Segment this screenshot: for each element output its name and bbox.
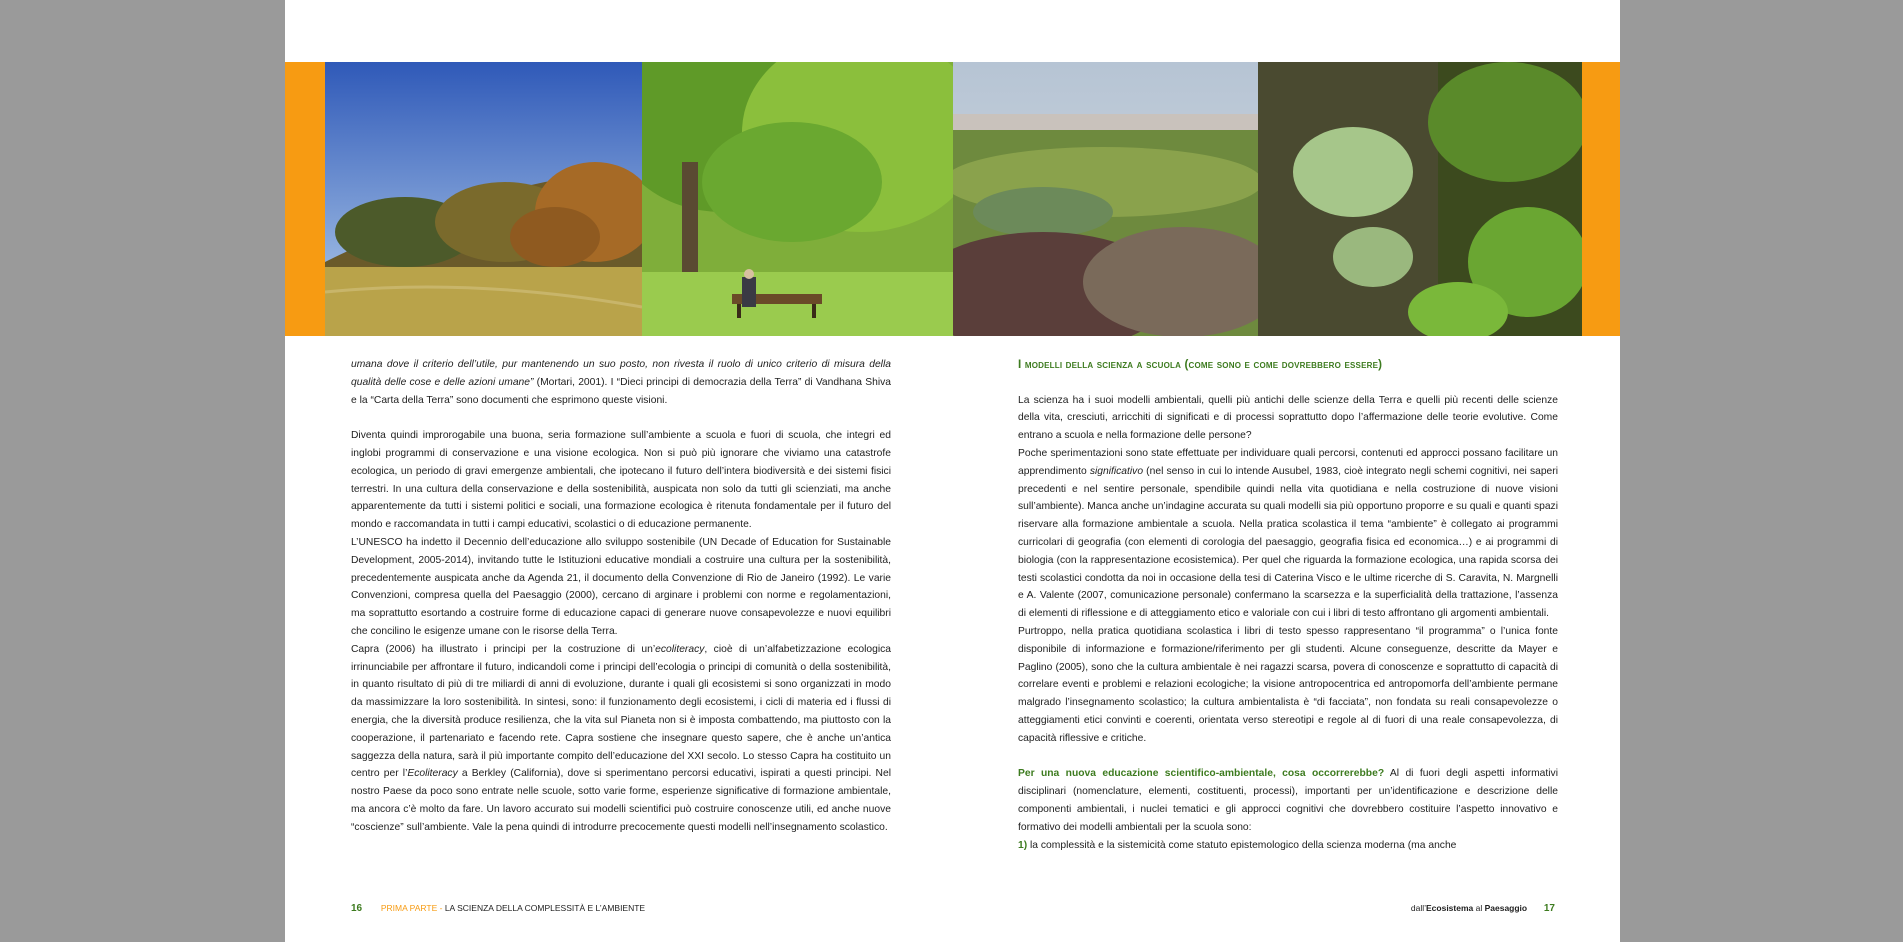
body-text: (nel senso in cui lo intende Ausubel, 1983, cioè integrato negli schemi cognitivi, nei saperi precedenti e nel sentire personale, spendibile quindi nella vita quotidiana e nella costruzione di nuove visioni sull’ambiente). Manca anche un’indagine accurata su quali modelli sia più opportuno proporre e su quali e quanti spazi riservare alla formazione ambientale a scuola. Nella pratica scolastica il tema “ambiente” è collegato ai programmi curricolari di geografia (con elementi di corologia del paesaggio, geografia fisica ed economica…) e ai programmi di biologia (con la rappresentazione ecosistemica). Per quel che riguarda la formazione ecologica, una rapida scorsa dei testi scolastici condotta da noi in occasione della tesi di Caterina Visco e le ultime ricerche di S. Caravita, N. Margnelli e A. Valente (2007, comunicazione personale) confermano la scarsezza e la superficialità della trattazione, l’assenza di elementi di riflessione e di atteggiamento etico e valoriale con cui i libri di testo affrontano gli argomenti ambientali. bbox=[1018, 465, 1558, 620]
body-text: a Berkley (California), dove si sperimentano percorsi educativi, ispirati a questi principi. Nel nostro Paese da poco sono entrate nelle scuole, sotto varie forme, esperienze significative di formazione ambientale, ma ancora c’è molto da fare. Un lavoro accurato sui modelli scientifici può costruire conoscenze utili, ed anche nuove “coscienze” sull’ambiente. Vale la pena quindi di introdurre precocemente questi modelli nell’insegnamento scolastico. bbox=[351, 768, 891, 833]
body-text: , cioè di un’alfabetizzazione ecologica irrinunciabile per affrontare il futuro, indicandoli come i principi dell’ecologia o principi di comunità o della sostenibilità, in quanto risultato di più di tre miliardi di anni di evoluzione, durante i quali gli ecosistemi si sono organizzati in modo da massimizzare la loro sostenibilità. In sintesi, sono: il funzionamento degli ecosistemi, i cicli di materia ed i flussi di energia, che la diversità produce resilienza, che la vita sul Pianeta non si è imposta combattendo, ma piuttosto con la cooperazione, il partenariato e facendo rete. Capra sostiene che insegnare questo sapere, che è anche un’antica saggezza della natura, sarà il più importante compito dell’educazione del XXI secolo. Lo stesso Capra ha costituito un centro per l’ bbox=[351, 643, 891, 780]
orange-band-left bbox=[285, 62, 325, 336]
valley-photo bbox=[953, 62, 1258, 336]
running-title-ecosistema: Ecosistema bbox=[1426, 903, 1474, 913]
running-title-prefix: dall’ bbox=[1410, 903, 1426, 913]
section-heading: I modelli della scienza a scuola (come sono e come dovrebbero essere) bbox=[1018, 358, 1383, 371]
italic-text: Ecoliteracy bbox=[407, 768, 458, 780]
body-text: Diventa quindi improrogabile una buona, seria formazione sull’ambiente a scuola e fuori di scuola, che integri ed inglobi programmi di conservazione e una visione ecologica. Non si può più ignorare che viviamo una catastrofe ecologica, un periodo di gravi emergenze ambientali, che ipotecano il futuro dell’intera biodiversità e dei sistemi fisici terrestri. In una cultura della conservazione e della sostenibilità, auspicata non solo da tutti gli scienziati, ma anche apparentemente da tutti i sistemi politici e sociali, una formazione ecologica è ritenuta fondamentale per il futuro del mondo e raccomandata in tutti i campi educativi, scolastici o di educazione permanente. bbox=[351, 430, 891, 531]
paragraph bbox=[351, 534, 891, 641]
italic-text: significativo bbox=[1089, 465, 1144, 477]
book-spread bbox=[285, 0, 1620, 942]
left-page-footer bbox=[351, 903, 645, 914]
body-text: La scienza ha i suoi modelli ambientali, quelli più antichi delle scienze della Terra e quelli più recenti delle scienze della vita, cresciuti, arricchiti di significati e di processi soprattutto dopo l’affermazione delle teorie evolutive. Come entrano a scuola e nella formazione delle persone? bbox=[1018, 394, 1558, 442]
body-text: la complessità e la sistemicità come statuto epistemologico della scienza moderna (ma anche bbox=[1027, 839, 1457, 851]
right-page-footer bbox=[1411, 903, 1555, 914]
paragraph bbox=[351, 427, 891, 534]
photo-strip bbox=[285, 62, 1620, 336]
orange-band-right bbox=[1582, 62, 1620, 336]
italic-text: ecoliteracy bbox=[655, 643, 705, 655]
paragraph bbox=[1018, 623, 1558, 748]
left-page-text-column bbox=[351, 356, 891, 837]
italic-text: umana dove il criterio dell’utile, pur mantenendo un suo posto, non rivesta il ruolo di unico criterio di misura della qualità delle cose e delle azioni umane” bbox=[351, 359, 891, 388]
footer-separator: - bbox=[437, 903, 445, 913]
highlight-text: 1) bbox=[1018, 839, 1028, 851]
running-title-paesaggio: Paesaggio bbox=[1484, 903, 1528, 913]
running-title-mid: al bbox=[1473, 903, 1485, 913]
paragraph bbox=[351, 641, 891, 837]
park-bench-photo bbox=[642, 62, 953, 336]
section-label: PRIMA PARTE bbox=[380, 903, 438, 913]
paragraph bbox=[351, 356, 891, 409]
body-text: Capra (2006) ha illustrato i principi per la costruzione di un’ bbox=[351, 643, 656, 655]
page-number-left: 16 bbox=[351, 903, 363, 914]
right-page-text-column bbox=[1018, 356, 1558, 854]
paragraph bbox=[1018, 445, 1558, 623]
highlight-text: Per una nuova educazione scientifico-ambientale, cosa occorrerebbe? bbox=[1018, 768, 1385, 780]
body-text: (Mortari, 2001). I “Dieci principi di democrazia della Terra” di Vandhana Shiva e la “Carta della Terra” sono documenti che esprimono queste visioni. bbox=[351, 376, 891, 406]
page-number-right: 17 bbox=[1543, 903, 1555, 914]
body-text: Al di fuori degli aspetti informativi disciplinari (nomenclature, elementi, costituenti, processi), importanti per un’identificazione e descrizione delle componenti ambientali, i nuclei tematici e gli approcci cognitivi che dovrebbero costituire l’aspetto innovativo e formativo dei modelli ambientali per la scuola sono: bbox=[1018, 768, 1558, 833]
landscape-photo-hillside bbox=[325, 62, 642, 336]
body-text: Purtroppo, nella pratica quotidiana scolastica i libri di testo spesso rappresentano “il programma” o l’unica fonte disponibile di informazione e formazione/riferimento per gli studenti. Alcune conseguenze, descritte da Mayer e Paglino (2005), sono che la cultura ambientale è nei ragazzi scarsa, povera di conoscenze e soprattutto di capacità di correlare eventi e problemi e relazioni ecologiche; la visione antropocentrica ed antropomorfa dell’ambiente permane malgrado l’insegnamento scolastico; la cultura ambientalista è “di facciata”, non fondata su reali consapevolezze o atteggiamenti etici convinti e coerenti, orientata verso stereotipi e regole al di fuori di una reale consapevolezza, di capacità riflessive e critiche. bbox=[1018, 625, 1558, 744]
paragraph bbox=[1018, 837, 1558, 855]
paragraph bbox=[1018, 392, 1558, 445]
running-title-left: LA SCIENZA DELLA COMPLESSITÀ E L’AMBIENTE bbox=[444, 903, 646, 913]
body-text: L’UNESCO ha indetto il Decennio dell’educazione allo sviluppo sostenibile (UN Decade of Education for Sustainable Development, 2005-2014), invitando tutte le Istituzioni educative mondiali a costruire una cultura per la sostenibilità, precedentemente auspicata anche da Agenda 21, il documento della Convenzione di Rio de Janeiro (1992). Le varie Convenzioni, compresa quella del Paesaggio (2000), cercano di arginare i problemi con norme e regolamentazioni, ma soprattutto esortando a costruire forme di educazione capaci di generare nuove consapevolezze e nuovi equilibri che concilino le esigenze umane con le risorse della Terra. bbox=[351, 536, 891, 637]
body-text: Poche sperimentazioni sono state effettuate per individuare quali percorsi, contenuti ed approcci possano facilitare un apprendimento bbox=[1018, 447, 1558, 477]
paragraph bbox=[1018, 765, 1558, 836]
lichen-trunk-photo bbox=[1258, 62, 1582, 336]
right-page-paragraphs bbox=[1018, 392, 1558, 855]
